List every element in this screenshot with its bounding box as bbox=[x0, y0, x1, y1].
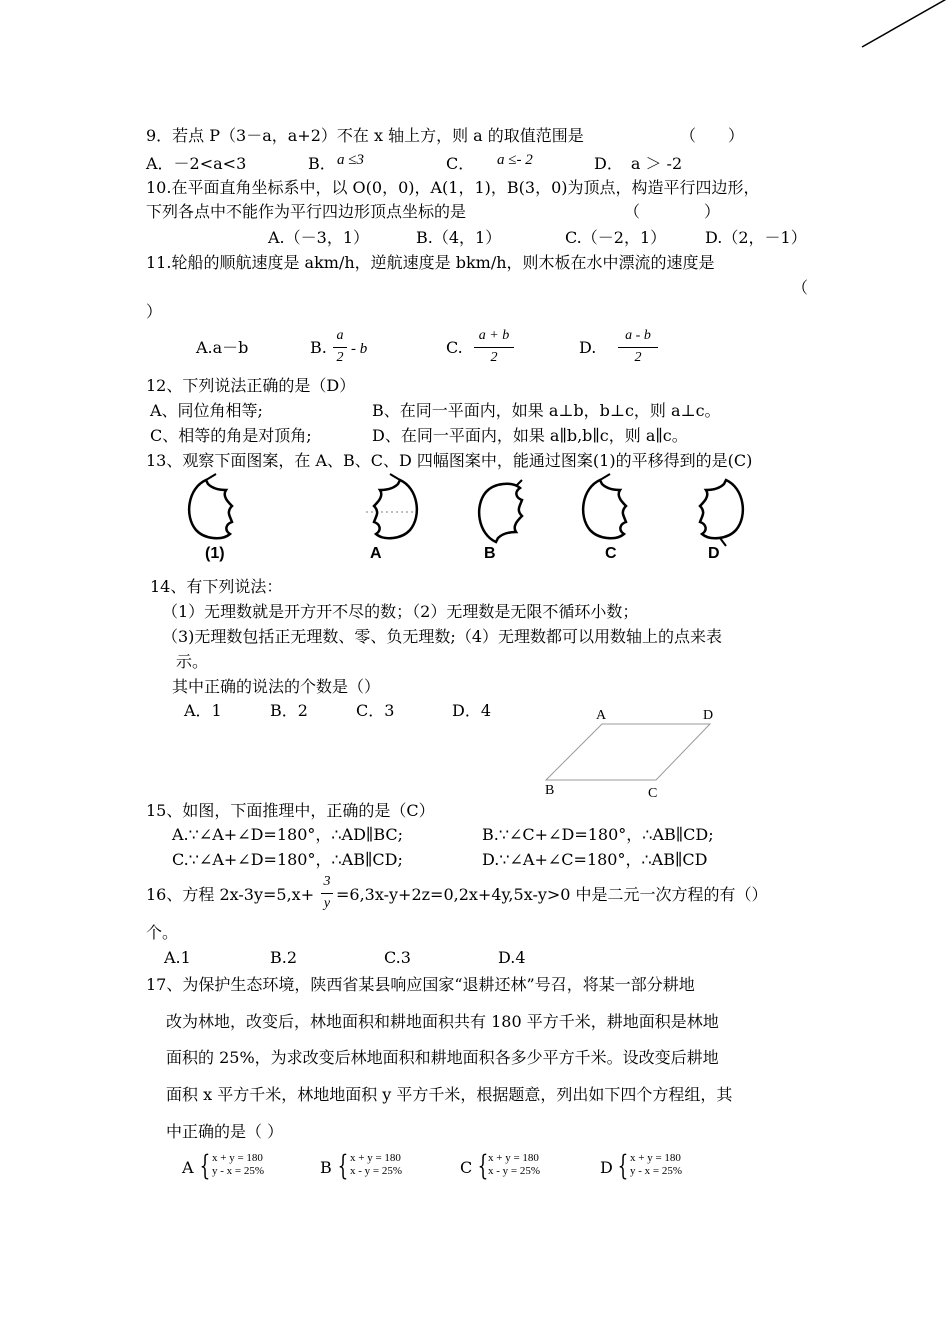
q10-answer-paren: （ ） bbox=[624, 202, 721, 221]
q11-paren-close: ） bbox=[146, 302, 163, 321]
q9-option-b-expr: a ≤3 bbox=[337, 152, 364, 168]
q12-option-a: A、同位角相等; bbox=[150, 401, 263, 420]
q17-option-a-brace: { bbox=[199, 1149, 211, 1182]
q13-leaf-figure-b bbox=[472, 476, 532, 546]
q11-option-b-numerator: a bbox=[336, 328, 344, 343]
q14-line-3: 示。 bbox=[176, 652, 209, 671]
q17-line-3: 面积的 25%，为求改变后林地面积和耕地面积各多少平方千米。设改变后耕地 bbox=[166, 1048, 719, 1067]
q15-option-d: D.∵∠A+∠C=180°，∴AB∥CD bbox=[482, 850, 708, 869]
q15-option-c: C.∵∠A+∠D=180°，∴AB∥CD; bbox=[172, 850, 403, 869]
q14-option-b: B．2 bbox=[270, 701, 308, 720]
q11-line-1: 11.轮船的顺航速度是 akm/h，逆航速度是 bkm/h，则木板在水中漂流的速度是 bbox=[146, 253, 715, 272]
q17-option-a-eq1: x + y = 180 bbox=[212, 1152, 263, 1164]
q13-label-c: C bbox=[605, 545, 617, 562]
q11-option-b-fraction-bar bbox=[333, 347, 347, 348]
q9-option-b-label: B． bbox=[308, 154, 336, 173]
q11-paren-open: （ bbox=[792, 278, 809, 297]
q11-option-d-label: D. bbox=[579, 338, 597, 357]
q14-stem: 14、有下列说法： bbox=[150, 577, 283, 596]
q15-point-label-b: B bbox=[545, 783, 555, 798]
q11-option-c-denominator: 2 bbox=[490, 350, 498, 365]
q16-option-b: B.2 bbox=[270, 948, 298, 967]
q11-option-b-denominator: 2 bbox=[336, 350, 344, 365]
q17-option-a-eq2: y - x = 25% bbox=[212, 1165, 265, 1177]
q10-option-a: A.（－3，1） bbox=[268, 228, 370, 247]
q11-option-d-fraction-bar bbox=[618, 347, 658, 348]
q15-option-b: B.∵∠C+∠D=180°，∴AB∥CD; bbox=[482, 825, 714, 844]
q17-line-1: 17、为保护生态环境，陕西省某县响应国家“退耕还林”号召，将某一部分耕地 bbox=[146, 975, 695, 994]
q9-option-c-expr: a ≤- 2 bbox=[497, 152, 533, 168]
q9-answer-paren: （ ） bbox=[680, 126, 745, 145]
q13-label-a: A bbox=[370, 545, 382, 562]
q17-option-b-eq2: x - y = 25% bbox=[350, 1165, 403, 1177]
q13-stem: 13、观察下面图案，在 A、B、C、D 四幅图案中，能通过图案(1)的平移得到的是(C) bbox=[146, 451, 753, 470]
q14-line-1: （1）无理数就是开方开不尽的数；（2）无理数是无限不循环小数； bbox=[162, 602, 639, 621]
q17-option-a-label: A bbox=[182, 1158, 194, 1177]
q15-parallelogram-figure bbox=[540, 716, 740, 796]
q9-option-c-label: C． bbox=[446, 154, 475, 173]
q11-option-a: A.a－b bbox=[196, 338, 249, 357]
q15-point-label-a: A bbox=[596, 708, 607, 723]
q10-line-1: 10.在平面直角坐标系中，以 O(0，0)，A(1，1)，B(3，0)为顶点，构造平行四边形， bbox=[146, 178, 760, 197]
corner-mark bbox=[0, 0, 950, 60]
q9-option-a: A．－2<a<3 bbox=[146, 154, 247, 173]
q16-line-2: 个。 bbox=[146, 923, 179, 942]
q10-option-b: B.（4，1） bbox=[416, 228, 502, 247]
q12-option-b: B、在同一平面内，如果 a⊥b，b⊥c，则 a⊥c。 bbox=[372, 401, 721, 420]
q17-option-c-eq1: x + y = 180 bbox=[488, 1152, 539, 1164]
q12-stem: 12、下列说法正确的是（D） bbox=[146, 376, 356, 395]
q13-leaf-figure-a bbox=[360, 476, 420, 546]
q10-line-2: 下列各点中不能作为平行四边形顶点坐标的是 bbox=[146, 202, 467, 221]
q16-fraction-numerator: 3 bbox=[323, 874, 331, 889]
q14-option-a: A．1 bbox=[184, 701, 222, 720]
q17-option-c-label: C bbox=[460, 1158, 473, 1177]
q11-option-c-fraction-bar bbox=[474, 347, 514, 348]
q16-option-d: D.4 bbox=[498, 948, 526, 967]
q16-option-a: A.1 bbox=[164, 948, 191, 967]
q16-head: 16、方程 2x-3y=5,x+ bbox=[146, 885, 315, 904]
q10-option-c: C.（－2，1） bbox=[565, 228, 667, 247]
q15-point-label-d: D bbox=[703, 708, 714, 723]
q11-option-b-tail: - b bbox=[351, 341, 368, 357]
q13-leaf-figure-d bbox=[686, 476, 746, 546]
q13-label-b: B bbox=[484, 545, 496, 562]
q17-line-5: 中正确的是（ ） bbox=[166, 1122, 284, 1141]
q14-line-4: 其中正确的说法的个数是（） bbox=[172, 677, 381, 696]
q9-stem: 9．若点 P（3－a，a+2）不在 x 轴上方，则 a 的取值范围是 bbox=[146, 126, 584, 145]
q16-tail: =6,3x-y+2z=0,2x+4y,5x-y>0 中是二元一次方程的有（） bbox=[336, 885, 768, 904]
q11-option-d-numerator: a - b bbox=[625, 328, 651, 343]
q17-option-d-eq2: y - x = 25% bbox=[630, 1165, 683, 1177]
q11-option-b-label: B. bbox=[310, 338, 327, 357]
q16-option-c: C.3 bbox=[384, 948, 411, 967]
q17-option-c-eq2: x - y = 25% bbox=[488, 1165, 541, 1177]
q14-option-c: C．3 bbox=[356, 701, 395, 720]
q12-option-d: D、在同一平面内，如果 a∥b,b∥c，则 a∥c。 bbox=[372, 426, 688, 445]
q17-option-b-label: B bbox=[320, 1158, 332, 1177]
q17-option-b-brace: { bbox=[337, 1149, 349, 1182]
q14-line-2: （3)无理数包括正无理数、零、负无理数;（4）无理数都可以用数轴上的点来表 bbox=[162, 627, 722, 646]
q17-option-d-brace: { bbox=[617, 1149, 629, 1182]
q13-leaf-figure-c bbox=[576, 476, 636, 546]
q13-label-d: D bbox=[708, 545, 720, 562]
q17-line-2: 改为林地，改变后，林地面积和耕地面积共有 180 平方千米，耕地面积是林地 bbox=[166, 1012, 719, 1031]
q16-fraction-bar bbox=[321, 893, 333, 894]
q14-option-d: D．4 bbox=[452, 701, 492, 720]
q13-label-1: (1) bbox=[205, 545, 225, 562]
q12-option-c: C、相等的角是对顶角; bbox=[150, 426, 312, 445]
q17-option-d-label: D bbox=[600, 1158, 613, 1177]
q11-option-c-numerator: a + b bbox=[478, 328, 510, 343]
q13-leaf-figure-1 bbox=[182, 476, 242, 546]
q15-point-label-c: C bbox=[648, 786, 658, 801]
q11-option-c-label: C. bbox=[446, 338, 463, 357]
q17-option-c-brace: { bbox=[477, 1149, 489, 1182]
q15-option-a: A.∵∠A+∠D=180°，∴AD∥BC; bbox=[172, 825, 404, 844]
q15-stem: 15、如图，下面推理中，正确的是（C） bbox=[146, 801, 435, 820]
q10-option-d: D.（2，－1） bbox=[705, 228, 807, 247]
q11-option-d-denominator: 2 bbox=[634, 350, 642, 365]
q9-option-d: D． a ＞ -2 bbox=[594, 154, 683, 173]
q17-line-4: 面积 x 平方千米，林地地面积 y 平方千米，根据题意，列出如下四个方程组，其 bbox=[166, 1085, 733, 1104]
q17-option-d-eq1: x + y = 180 bbox=[630, 1152, 681, 1164]
q17-option-b-eq1: x + y = 180 bbox=[350, 1152, 401, 1164]
q16-fraction-denominator: y bbox=[323, 896, 331, 911]
